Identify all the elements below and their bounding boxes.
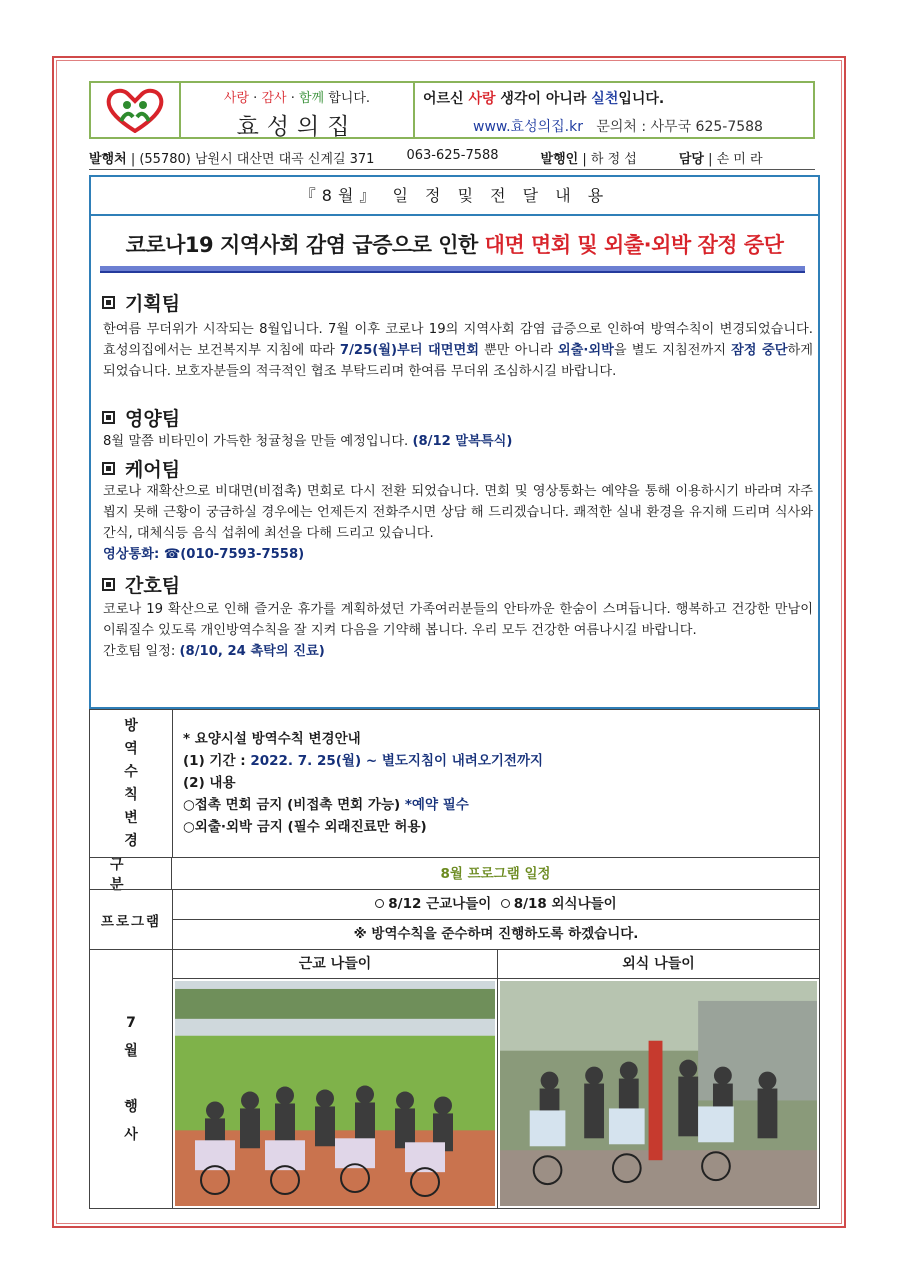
web-contact [423,116,813,136]
motto-text: 어르신 [423,91,469,107]
contact: 문의처 : 사무국 625-7588 [596,119,763,135]
slogan-sep: · [286,91,299,106]
manager [679,148,763,167]
motto-text: 입니다. [618,91,665,107]
quarantine-row [89,709,820,858]
label-char: 역 [124,740,138,757]
planning-text: 하게 되었습니다. 보호자분들의 적극적인 협조 부탁드리며 한여름 무더위 조심하시길 바랍니다. [103,343,813,379]
quarantine-period: 2022. 7. 25(월) ~ 별도지침이 내려오기전까지 [250,753,544,769]
label-char: 월 [124,1043,138,1059]
motto-act: 실천 [591,91,619,107]
nursing-highlight: (8/10, 24 촉탁의 진료) [179,644,325,659]
headline-black: 코로나19 지역사회 감염 급증으로 인한 [125,233,485,257]
gubun-label: 구분 [90,858,172,889]
info-box [415,83,813,137]
square-bullet-icon [102,578,115,591]
motto-love: 사랑 [468,91,496,107]
planning-highlight: 7/25(월)부터 대면면회 [339,343,479,358]
section-title-nursing [102,571,180,598]
outing-photo-image [175,981,495,1206]
publisher-row [89,148,815,167]
square-bullet-icon [102,296,115,309]
gubun-row [89,856,820,893]
slogan-thanks: 감사 [261,91,287,106]
quarantine-line: * 요양시설 방역수칙 변경안내 [183,731,361,747]
org-name: 효성의집 [236,114,358,140]
slogan-end: 합니다. [324,91,371,106]
slogan-sep: · [249,91,262,106]
publisher-person [541,148,637,167]
nutrition-paragraph [103,431,813,452]
nursing-text: 간호팀 일정: [103,644,180,659]
slogan-love: 사랑 [223,91,250,106]
planning-highlight: 외출·외박 [557,343,614,358]
publisher-name: | 하 정 섭 [582,152,637,167]
program-values [173,890,819,949]
nutrition-title: 영양팀 [125,408,181,430]
events-label [90,950,173,1208]
square-bullet-icon [102,411,115,424]
motto-text: 생각이 아니라 [495,91,592,107]
manager-label: 담당 [678,152,704,167]
label-char: 경 [124,832,138,849]
nutrition-highlight: (8/12 말복특식) [412,434,513,449]
planning-paragraph [103,319,813,382]
publisher-label: 발행처 [89,152,127,167]
heart-logo-icon [105,87,165,133]
circle-bullet-icon [501,899,510,908]
photo-column-outing [173,950,498,1208]
headline-red: 대면 면회 및 외출·외박 잠정 중단 [484,233,784,257]
program-item: 8/12 근교나들이 [388,896,492,912]
program-note: ※ 방역수칙을 준수하며 진행하도록 하겠습니다. [353,926,639,942]
logo [91,83,181,137]
care-text: 코로나 재확산으로 비대면(비접촉) 면회로 다시 전환 되었습니다. 면회 및 영상통화는 예약을 통해 이용하시기 바라며 자주 뵙지 못해 근황이 궁금하실 경우에는 언제든지 전화주시면 상담 해 드리겠습니다. 쾌적한 실내 환경을 유지해 드리며 식사와 간식, 대체식등 음식 섭취에 최선을 다해 드리고 있습니다. [103,484,813,541]
label-char: 변 [124,809,138,826]
quarantine-content [173,710,543,857]
dining-photo-image [500,981,817,1206]
planning-text: 한여름 무더위가 시작되는 8월입니다. 7월 이후 코로나 19의 지역사회 감염 급증으로 인하여 방역수칙이 변경되었습니다. 효성의집에서는 보건복지부 지침에 따라 [103,322,813,358]
quarantine-text: (1) 기간 : [183,753,251,769]
circle-bullet-icon [375,899,384,908]
quarantine-text: ○접촉 면회 금지 (비접촉 면회 가능) [183,797,405,813]
nutrition-text: 8월 말쯤 비타민이 가득한 청귤청을 만들 예정입니다. [103,434,413,449]
label-char: 칙 [124,786,138,803]
newsletter-header [89,81,815,139]
address: | (55780) 남원시 대산면 대곡 신계길 371 [130,152,375,167]
quarantine-note: *예약 필수 [404,797,469,813]
care-video-call: 영상통화: ☎(010-7593-7558) [103,547,305,562]
motto [423,88,813,108]
quarantine-label [90,710,173,857]
slogan-together: 함께 [298,91,325,106]
label-char: 수 [124,763,138,780]
events-row [89,949,820,1209]
quarantine-line [183,794,543,816]
program-items [173,890,819,920]
nursing-text: 코로나 19 확산으로 인해 즐거운 휴가를 계획하셨던 가족여러분들의 안타까운 한숨이 스며듭니다. 행복하고 건강한 만남이 이뤄질수 있도록 개인방역수칙을 잘 지켜 다음을 기약해 봅니다. 우리 모두 건강한 여름나시길 바랍니다. [103,602,813,638]
program-label: 프로그램 [90,890,173,949]
quarantine-line: (2) 내용 [183,775,236,791]
photo-caption: 외식 나들이 [498,950,819,979]
slogan [181,87,413,106]
care-title: 케어팀 [125,459,181,481]
care-paragraph [103,481,813,565]
label-char: 7 [126,1015,136,1031]
manager-name: | 손 미 라 [708,152,763,167]
planning-highlight: 잠정 중단 [731,343,788,358]
label-char: 방 [124,717,138,734]
program-item: 8/18 외식나들이 [513,896,617,912]
headline-underline [100,266,805,273]
phone: 063-625-7588 [406,148,499,163]
label-char: 행 [124,1099,138,1115]
square-bullet-icon [102,462,115,475]
photo-caption: 근교 나들이 [173,950,497,979]
outing-photo [175,981,495,1206]
dining-photo [500,981,817,1206]
nursing-title: 간호팀 [125,575,181,597]
publisher-person-label: 발행인 [540,152,579,167]
nursing-paragraph [103,599,813,662]
publisher-addr [89,148,374,167]
org-name-box [181,83,415,140]
planning-title: 기획팀 [125,293,181,315]
section-title-nutrition [102,404,180,431]
planning-text: 을 별도 지침전까지 [613,343,732,358]
website-link[interactable]: www.효성의집.kr [473,119,583,135]
section-title-care [102,455,180,482]
schedule-title: 『8월』 일 정 및 전 달 내 용 [89,175,820,216]
program-row [89,889,820,950]
gubun-value: 8월 프로그램 일정 [440,866,551,882]
section-title-planning [102,289,180,316]
quarantine-line [183,750,543,772]
photo-column-dining [498,950,819,1208]
label-char: 사 [124,1127,138,1143]
planning-text: 뿐만 아니라 [478,343,558,358]
divider [89,169,815,170]
quarantine-line: ○외출·외박 금지 (필수 외래진료만 허용) [183,819,427,835]
headline [89,226,820,270]
